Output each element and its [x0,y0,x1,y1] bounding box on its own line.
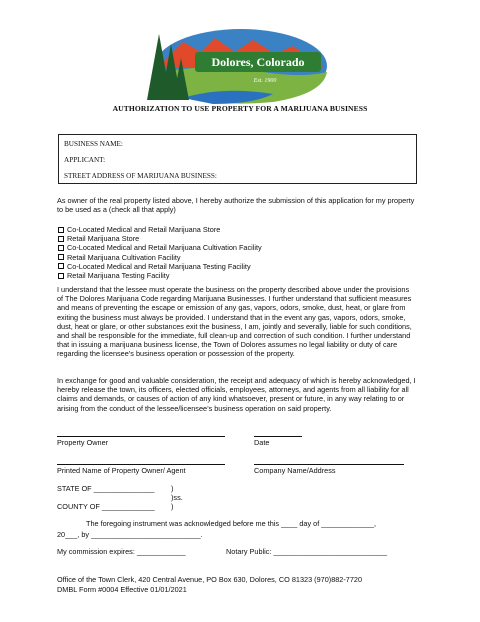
checkbox[interactable] [58,245,64,251]
checkbox[interactable] [58,236,64,242]
checkbox[interactable] [58,263,64,269]
property-owner-signature-line[interactable] [57,436,225,437]
checklist-item[interactable]: Retail Marijuana Store [57,234,262,243]
property-owner-label: Property Owner [57,438,109,447]
intro-paragraph: As owner of the real property listed above, I hereby authorize the submission of this application for my property to be used as a (check all that apply) [57,196,415,215]
notary-public-field[interactable]: Notary Public: ____________________________ [226,547,388,556]
checklist-item[interactable]: Co-Located Medical and Retail Marijuana Store [57,225,262,234]
understanding-paragraph: I understand that the lessee must operate the business on the property described above under the provisions of The Dolores Marijuana Code regarding Marijuana Businesses. I further understand that sufficient measures and means of preventing the escape or emission of any gas, vapors, odors, smoke, dust, heat, or glare from exiting the business must always be provided. I understand that in the event any gas, vapors, odors, smoke, dust, heat or glare, or other substances exit the business, I am, jointly and severally, liable for such conditions, and shall be responsible for the immediate, full clean-up and correction of such condition. I further understand that in issuing a marijuana business license, the Town of Dolores assumes no legal liability or duty of care regarding the licensee’s business operation or possession of the property. [57,285,412,359]
checklist-item[interactable]: Co-Located Medical and Retail Marijuana Testing Facility [57,262,262,271]
paren-top: ) [171,484,174,493]
business-name-field[interactable]: BUSINESS NAME: [64,140,123,148]
street-address-field[interactable]: STREET ADDRESS OF MARIJUANA BUSINESS: [64,172,217,180]
county-of-field[interactable]: COUNTY OF _____________ [57,502,155,511]
checklist-item[interactable]: Retail Marijuana Testing Facility [57,271,262,280]
acknowledgement-line-1[interactable]: The foregoing instrument was acknowledged before me this ____ day of _____________, [86,519,377,528]
business-info-box [58,134,417,184]
company-label: Company Name/Address [254,466,336,475]
checkbox[interactable] [58,273,64,279]
logo-town-name: Dolores, Colorado [211,55,305,69]
consideration-paragraph: In exchange for good and valuable consideration, the receipt and adequacy of which is hereby acknowledged, I hereby release the town, its officers, elected officials, employees, attorneys, and agents from all liability for all claims and demands, or causes of action of any kind whatsoever, present or future, in any way relating to or arising from the conduct of the lessee/licensee’s business operation on said property. [57,376,416,413]
printed-name-line[interactable] [57,464,225,465]
acknowledgement-line-2[interactable]: 20___, by ___________________________. [57,530,203,539]
checklist-item[interactable]: Retail Marijuana Cultivation Facility [57,253,262,262]
document-title: AUTHORIZATION TO USE PROPERTY FOR A MARIJUANA BUSINESS [112,104,368,113]
use-checklist [57,225,262,280]
ss-label: )ss. [171,493,183,502]
checkbox[interactable] [58,254,64,260]
state-of-field[interactable]: STATE OF _______________ [57,484,155,493]
checkbox[interactable] [58,227,64,233]
date-line[interactable] [254,436,302,437]
dolores-logo [143,28,331,106]
date-label: Date [254,438,270,447]
footer-address: Office of the Town Clerk, 420 Central Avenue, PO Box 630, Dolores, CO 81323 (970)882-7720 [57,575,363,584]
applicant-field[interactable]: APPLICANT: [64,156,106,164]
printed-name-label: Printed Name of Property Owner/ Agent [57,466,186,475]
checklist-item[interactable]: Co-Located Medical and Retail Marijuana Cultivation Facility [57,243,262,252]
logo-established: Est. 1900 [253,78,277,84]
commission-expires-field[interactable]: My commission expires: ____________ [57,547,186,556]
company-line[interactable] [254,464,404,465]
footer-form-number: DMBL Form #0004 Effective 01/01/2021 [57,585,187,594]
paren-bottom: ) [171,502,174,511]
